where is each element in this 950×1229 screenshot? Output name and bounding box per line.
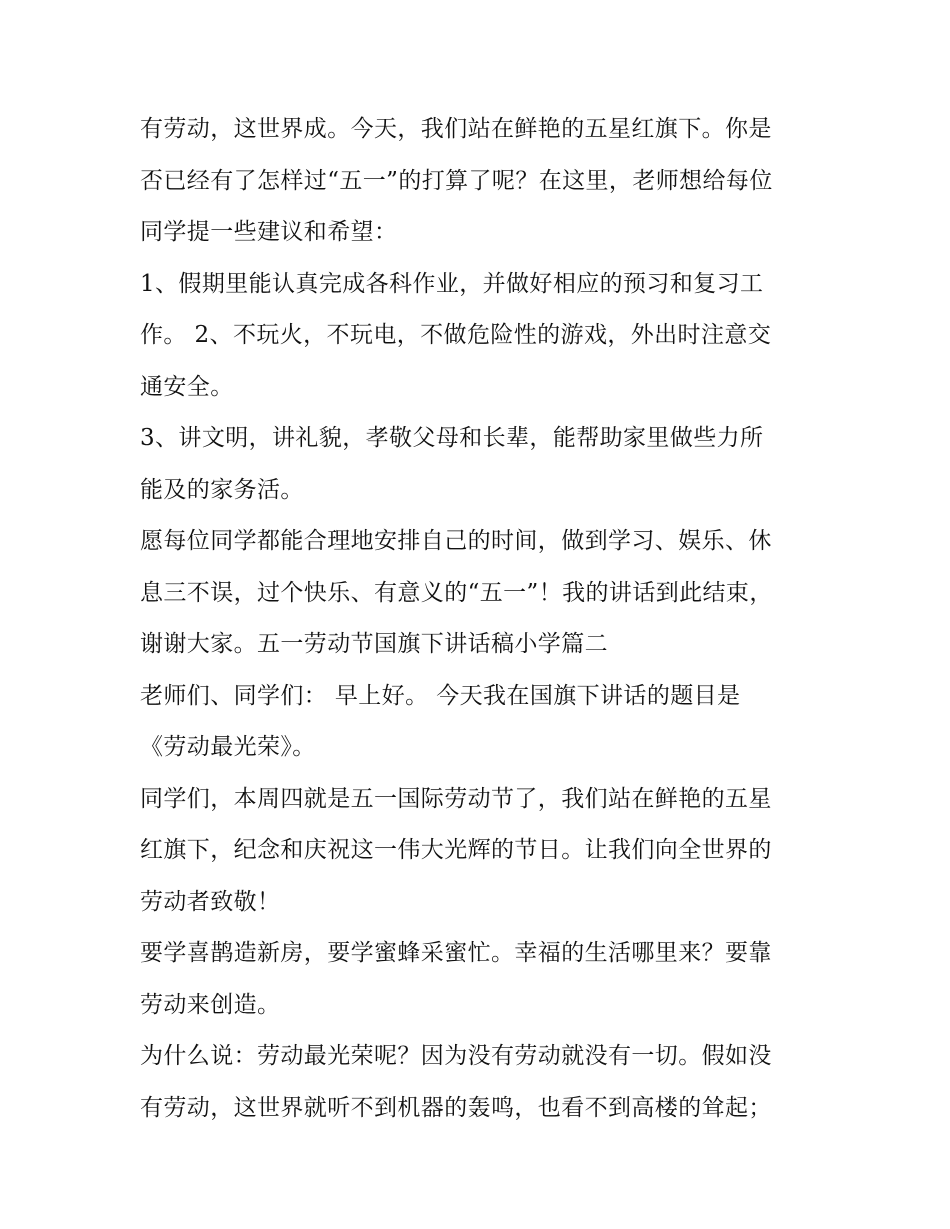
- text-line: 能及的家务活。: [140, 476, 304, 503]
- text-line: 《劳动最光荣》。: [140, 734, 316, 760]
- text-line: 作。 2、不玩火，不玩电，不做危险性的游戏，外出时注意交: [140, 322, 772, 348]
- text-line: 有劳动，这世界成。今天，我们站在鲜艳的五星红旗下。你是: [140, 116, 772, 142]
- text-line: 3、讲文明，讲礼貌，孝敬父母和长辈，能帮助家里做些力所: [140, 425, 764, 451]
- text-line: 劳动来创造。: [140, 991, 281, 1018]
- text-line: 1、假期里能认真完成各科作业，并做好相应的预习和复习工: [140, 270, 764, 297]
- text-line: 老师们、同学们： 早上好。 今天我在国旗下讲话的题目是: [140, 682, 741, 709]
- text-line: 红旗下，纪念和庆祝这一伟大光辉的节日。让我们向全世界的: [140, 837, 772, 863]
- text-line: 谢谢大家。五一劳动节国旗下讲话稿小学篇二: [140, 631, 608, 657]
- text-line: 息三不误，过个快乐、有意义的“五一”！我的讲话到此结束，: [140, 579, 773, 606]
- text-line: 有劳动，这世界就听不到机器的轰鸣，也看不到高楼的耸起；: [140, 1094, 772, 1121]
- document-body: [140, 104, 830, 1134]
- text-line: 否已经有了怎样过“五一”的打算了呢？在这里，老师想给每位: [140, 167, 773, 194]
- text-line: 通安全。: [140, 373, 234, 400]
- text-line: 要学喜鹊造新房，要学蜜蜂采蜜忙。幸福的生活哪里来？要靠: [140, 940, 772, 966]
- text-line: 同学们，本周四就是五一国际劳动节了，我们站在鲜艳的五星: [140, 785, 772, 812]
- text-line: 劳动者致敬！: [140, 888, 281, 915]
- text-line: 为什么说：劳动最光荣呢？因为没有劳动就没有一切。假如没: [140, 1043, 772, 1069]
- text-line: 同学提一些建议和希望：: [140, 219, 398, 245]
- text-line: 愿每位同学都能合理地安排自己的时间，做到学习、娱乐、休: [140, 528, 772, 554]
